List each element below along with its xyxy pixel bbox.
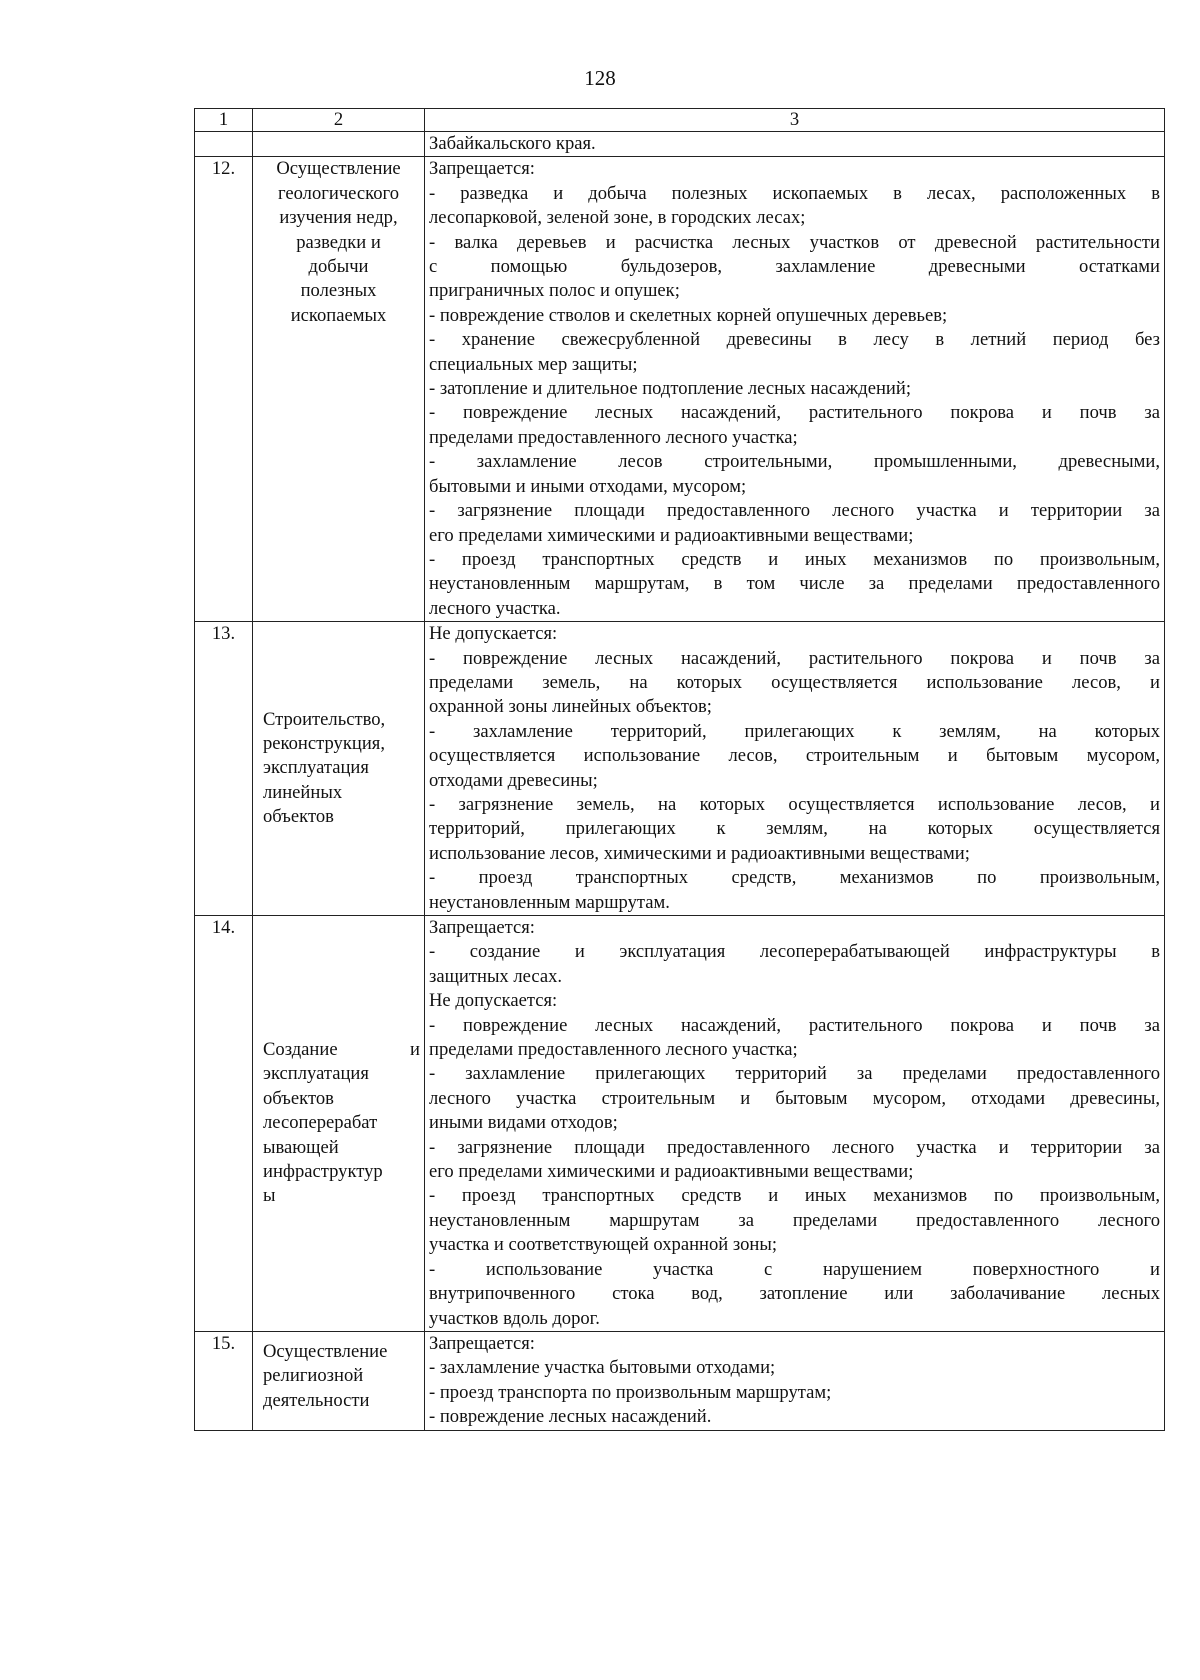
text-line: Запрещается: — [429, 1332, 535, 1354]
text-line: - загрязнение земель, на которых осуществляется использование лесов, и — [429, 793, 1160, 815]
name-line: Осуществление — [263, 1340, 388, 1362]
text-line: лесного участка. — [429, 597, 561, 619]
page-number: 128 — [584, 66, 616, 90]
restrictions-text — [425, 916, 1165, 1332]
text-line: внутрипочвенного стока вод, затопление или заболачивание лесных — [429, 1283, 1160, 1305]
text-line: - захламление прилегающих территорий за пределами предоставленного — [429, 1063, 1160, 1085]
restrictions-text — [425, 1331, 1165, 1430]
header-cell-2: 2 — [253, 109, 425, 132]
name-line: инфраструктур — [263, 1161, 383, 1183]
text-line: - повреждение лесных насаждений, растительного покрова и почв за — [429, 402, 1160, 424]
regulations-table — [194, 108, 1165, 1431]
continuation-name — [253, 132, 425, 157]
text-line: - затопление и длительное подтопление лесных насаждений; — [429, 378, 912, 400]
restrictions-text — [425, 157, 1165, 622]
text-line: - использование участка с нарушением поверхностного и — [429, 1258, 1160, 1280]
text-line: - проезд транспортных средств и иных механизмов по произвольным, — [429, 1185, 1160, 1207]
name-line: деятельности — [263, 1389, 370, 1411]
text-line: - хранение свежесрубленной древесины в лесу в летний период без — [429, 329, 1160, 351]
activity-name — [253, 157, 425, 622]
text-line: приграничных полос и опушек; — [429, 280, 680, 302]
continuation-num — [195, 132, 253, 157]
text-line: пределами предоставленного лесного участка; — [429, 1039, 798, 1061]
text-line: охранной зоны линейных объектов; — [429, 696, 712, 718]
text-line: Не допускается: — [429, 990, 558, 1012]
header-cell-1: 1 — [195, 109, 253, 132]
text-line: - валка деревьев и расчистка лесных участков от древесной растительности — [429, 231, 1160, 253]
text-line: с помощью бульдозеров, захламление древесными остатками — [429, 256, 1160, 278]
text-line: участков вдоль дорог. — [429, 1307, 600, 1329]
header-cell-3: 3 — [425, 109, 1165, 132]
name-line: линейных — [263, 781, 343, 803]
text-line: - захламление участка бытовыми отходами; — [429, 1357, 776, 1379]
text-line: неустановленным маршрутам. — [429, 891, 670, 913]
text-line: - повреждение лесных насаждений, растительного покрова и почв за — [429, 1014, 1160, 1036]
name-line: добычи — [308, 256, 369, 278]
row-number: 12. — [195, 157, 253, 622]
name-line: объектов — [263, 1087, 334, 1109]
text-line: участка и соответствующей охранной зоны; — [429, 1234, 778, 1256]
activity-name — [253, 1331, 425, 1430]
text-line: - проезд транспортных средств и иных механизмов по произвольным, — [429, 548, 1160, 570]
name-line: Создание и — [263, 1039, 420, 1061]
text-line: территорий, прилегающих к землям, на которых осуществляется — [429, 818, 1160, 840]
name-line: полезных — [300, 280, 377, 302]
text-line: неустановленным маршрутам, в том числе за пределами предоставленного — [429, 573, 1160, 595]
text-line: защитных лесах. — [429, 965, 563, 987]
text-line: - загрязнение площади предоставленного лесного участка и территории за — [429, 500, 1160, 522]
continuation-row — [195, 132, 1165, 157]
text-line: Не допускается: — [429, 623, 558, 645]
name-line: объектов — [263, 806, 334, 828]
text-line: его пределами химическими и радиоактивными веществами; — [429, 524, 914, 546]
name-line: ывающей — [263, 1136, 339, 1158]
activity-name — [253, 916, 425, 1332]
text-line: его пределами химическими и радиоактивными веществами; — [429, 1161, 914, 1183]
text-line: пределами земель, на которых осуществляется использование лесов, и — [429, 671, 1160, 693]
name-line: эксплуатация — [263, 757, 369, 779]
text-line: специальных мер защиты; — [429, 353, 638, 375]
text-line: - повреждение стволов и скелетных корней опушечных деревьев; — [429, 304, 948, 326]
activity-name — [253, 622, 425, 916]
text-line: лесопарковой, зеленой зоне, в городских лесах; — [429, 207, 806, 229]
name-line: эксплуатация — [263, 1063, 369, 1085]
text-line: бытовыми и иными отходами, мусором; — [429, 475, 747, 497]
table-header-row — [195, 109, 1165, 132]
text-line: - повреждение лесных насаждений, растительного покрова и почв за — [429, 647, 1160, 669]
text-line: лесного участка строительным и бытовым мусором, отходами древесины, — [429, 1087, 1160, 1109]
row-number: 13. — [195, 622, 253, 916]
row-number: 15. — [195, 1331, 253, 1430]
text-line: Запрещается: — [429, 917, 535, 938]
name-line: геологического — [277, 182, 399, 204]
name-line: Строительство, — [263, 708, 386, 730]
name-line: Осуществление — [276, 158, 401, 180]
name-line: ископаемых — [290, 304, 387, 326]
text-line: осуществляется использование лесов, строительным и бытовым мусором, — [429, 745, 1160, 767]
text-line: иными видами отходов; — [429, 1112, 618, 1134]
table-row — [195, 916, 1165, 1332]
text-line: Запрещается: — [429, 158, 535, 180]
name-line: ы — [263, 1185, 276, 1207]
name-line: изучения недр, — [279, 207, 398, 229]
text-line: - создание и эксплуатация лесоперерабатывающей инфраструктуры в — [429, 941, 1160, 963]
text-line: - проезд транспортных средств, механизмов по произвольным, — [429, 867, 1160, 889]
text-line: пределами предоставленного лесного участка; — [429, 426, 798, 448]
name-line: реконструкция, — [263, 732, 385, 754]
table-row — [195, 622, 1165, 916]
name-line: лесоперерабат — [263, 1112, 378, 1134]
text-line: - захламление лесов строительными, промышленными, древесными, — [429, 451, 1160, 473]
table-row — [195, 1331, 1165, 1430]
text-line: использование лесов, химическими и радиоактивными веществами; — [429, 842, 970, 864]
restrictions-text — [425, 622, 1165, 916]
text-line: - загрязнение площади предоставленного лесного участка и территории за — [429, 1136, 1160, 1158]
text-line: - разведка и добыча полезных ископаемых в лесах, расположенных в — [429, 182, 1160, 204]
text-line: - захламление территорий, прилегающих к землям, на которых — [429, 720, 1160, 742]
continuation-text: Забайкальского края. — [425, 132, 1165, 157]
name-line: религиозной — [263, 1365, 364, 1387]
text-line: - проезд транспорта по произвольным маршрутам; — [429, 1381, 832, 1403]
text-line: - повреждение лесных насаждений. — [429, 1406, 712, 1428]
text-line: неустановленным маршрутам за пределами предоставленного лесного — [429, 1209, 1160, 1231]
text-line: отходами древесины; — [429, 769, 598, 791]
row-number: 14. — [195, 916, 253, 1332]
name-line: разведки и — [296, 231, 381, 253]
table-row — [195, 157, 1165, 622]
